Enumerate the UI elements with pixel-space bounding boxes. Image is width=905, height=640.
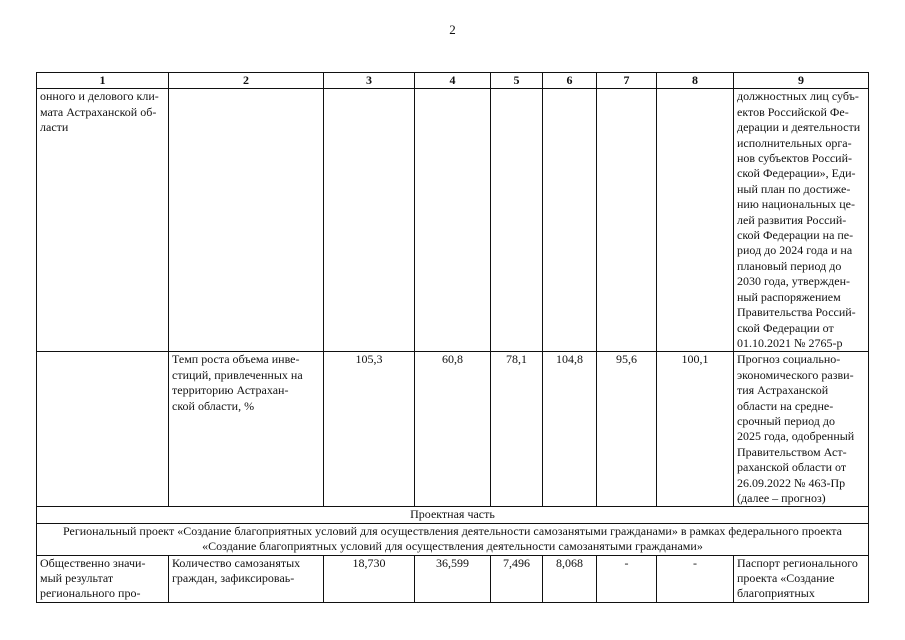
goal-cell: Общественно значи- мый результат регионального про-: [37, 555, 169, 602]
table-header-row: [37, 73, 869, 89]
section-row: [37, 507, 869, 523]
value-cell: 100,1: [657, 352, 734, 507]
value-cell: 105,3: [324, 352, 415, 507]
value-cell: [543, 89, 597, 352]
column-header: 6: [543, 73, 597, 89]
value-cell: -: [657, 555, 734, 602]
section-title: Проектная часть: [37, 507, 869, 523]
column-header: 1: [37, 73, 169, 89]
indicator-cell: Темп роста объема инве- стиций, привлеченных на территорию Астрахан- ской области, %: [169, 352, 324, 507]
value-cell: [415, 89, 491, 352]
table-row: [37, 555, 869, 602]
value-cell: [657, 89, 734, 352]
project-description: Региональный проект «Создание благоприятных условий для осуществления деятельности самозанятыми гражданами» в рамках федерального проекта «Создание благоприятных условий для осуществления деятельности самозанятыми гражданами»: [37, 523, 869, 555]
value-cell: 95,6: [597, 352, 657, 507]
column-header: 9: [734, 73, 869, 89]
column-header: 3: [324, 73, 415, 89]
value-cell: 7,496: [491, 555, 543, 602]
table-row: [37, 352, 869, 507]
column-header: 5: [491, 73, 543, 89]
table-row: [37, 89, 869, 352]
source-cell: должностных лиц субъ- ектов Российской Фе- дерации и деятельности исполнительных орга- нов субъектов Россий- ской Федерации», Еди- ный план по достиже- нию национальных це- лей развития Россий- ской Федерации на пе- риод до 2024 года и на плановый период до 2030 года, утвержден- ный распоряжением Правительства Россий- ской Федерации от 01.10.2021 № 2765-р: [734, 89, 869, 352]
value-cell: 8,068: [543, 555, 597, 602]
goal-cell: онного и делового кли- мата Астраханской об- ласти: [37, 89, 169, 352]
value-cell: [597, 89, 657, 352]
value-cell: -: [597, 555, 657, 602]
value-cell: 60,8: [415, 352, 491, 507]
indicator-cell: [169, 89, 324, 352]
project-row: [37, 523, 869, 555]
value-cell: 78,1: [491, 352, 543, 507]
data-table: [36, 72, 869, 603]
goal-cell: [37, 352, 169, 507]
page-number: 2: [449, 22, 456, 37]
source-cell: Паспорт регионального проекта «Создание благоприятных: [734, 555, 869, 602]
column-header: 4: [415, 73, 491, 89]
column-header: 7: [597, 73, 657, 89]
value-cell: [491, 89, 543, 352]
column-header: 8: [657, 73, 734, 89]
value-cell: 104,8: [543, 352, 597, 507]
value-cell: 36,599: [415, 555, 491, 602]
column-header: 2: [169, 73, 324, 89]
source-cell: Прогноз социально- экономического разви- тия Астраханской области на средне- срочный период до 2025 года, одобренный Правительством Аст- раханской области от 26.09.2022 № 463-Пр (далее – прогноз): [734, 352, 869, 507]
value-cell: 18,730: [324, 555, 415, 602]
indicator-cell: Количество самозанятых граждан, зафиксироваь-: [169, 555, 324, 602]
value-cell: [324, 89, 415, 352]
